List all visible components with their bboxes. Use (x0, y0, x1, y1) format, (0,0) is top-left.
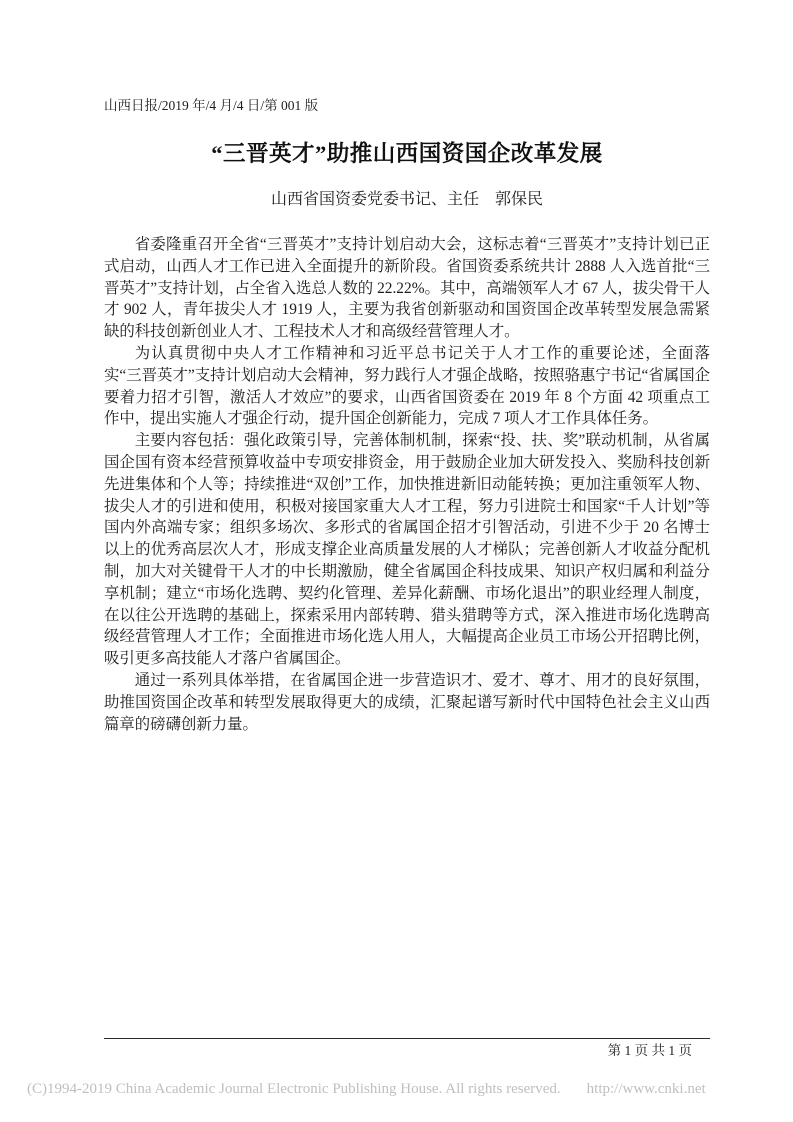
body-paragraph: 通过一系列具体举措，在省属国企进一步营造识才、爱才、尊才、用才的良好氛围，助推国资国企改革和转型发展取得更大的成绩，汇聚起谱写新时代中国特色社会主义山西篇章的磅礴创新力量。 (104, 671, 710, 733)
copyright-text: (C)1994-2019 China Academic Journal Electronic Publishing House. All rights reserved. (27, 1081, 561, 1097)
article-body (104, 234, 710, 735)
article-title: “三晋英才”助推山西国资国企改革发展 (211, 141, 603, 166)
publication-source: 山西日报/2019 年/4 月/4 日/第 001 版 (104, 98, 319, 113)
page-number: 第 1 页 共 1 页 (607, 1043, 692, 1058)
body-paragraph: 省委隆重召开全省“三晋英才”支持计划启动大会，这标志着“三晋英才”支持计划已正式启动，山西人才工作已进入全面提升的新阶段。省国资委系统共计 2888 人入选首批“三晋英才”支持计划，占全省入选总人数的 22.22%。其中，高端领军人才 67 人，拔尖骨干人才 902 人，青年拔尖人才 1919 人，主要为我省创新驱动和国资国企改革转型发展急需紧缺的科技创新创业人才、工程技术人才和高级经营管理人才。 (104, 236, 710, 341)
article-byline: 山西省国资委党委书记、主任 郭保民 (270, 191, 543, 208)
copyright-watermark (27, 1080, 706, 1099)
article-content (104, 90, 710, 735)
body-paragraph: 为认真贯彻中央人才工作精神和习近平总书记关于人才工作的重要论述，全面落实“三晋英才”支持计划启动大会精神，努力践行人才强企战略，按照骆惠宁书记“省属国企要着力招才引智，激活人才效应”的要求，山西省国资委在 2019 年 8 个方面 42 项重点工作中，提出实施人才强企行动，提升国企创新能力，完成 7 项人才工作具体任务。 (104, 344, 710, 428)
footer-divider (104, 1038, 710, 1039)
body-paragraph: 主要内容包括：强化政策引导，完善体制机制，探索“投、扶、奖”联动机制，从省属国企国有资本经营预算收益中专项安排资金，用于鼓励企业加大研发投入、奖励科技创新先进集体和个人等；持续推进“双创”工作，加快推进新旧动能转换；更加注重领军人物、拔尖人才的引进和使用，积极对接国家重大人才工程，努力引进院士和国家“千人计划”等国内外高端专家；组织多场次、多形式的省属国企招才引智活动，引进不少于 20 名博士以上的优秀高层次人才，形成支撑企业高质量发展的人才梯队；完善创新人才收益分配机制，加大对关键骨干人才的中长期激励，健全省属国企科技成果、知识产权归属和利益分享机制；建立“市场化选聘、契约化管理、差异化薪酬、市场化退出”的职业经理人制度，在以往公开选聘的基础上，探索采用内部转聘、猎头猎聘等方式，深入推进市场化选聘高级经营管理人才工作；全面推进市场化选人用人，大幅提高企业员工市场公开招聘比例，吸引更多高技能人才落户省属国企。 (104, 432, 710, 668)
cnki-url: http://www.cnki.net (586, 1081, 706, 1097)
